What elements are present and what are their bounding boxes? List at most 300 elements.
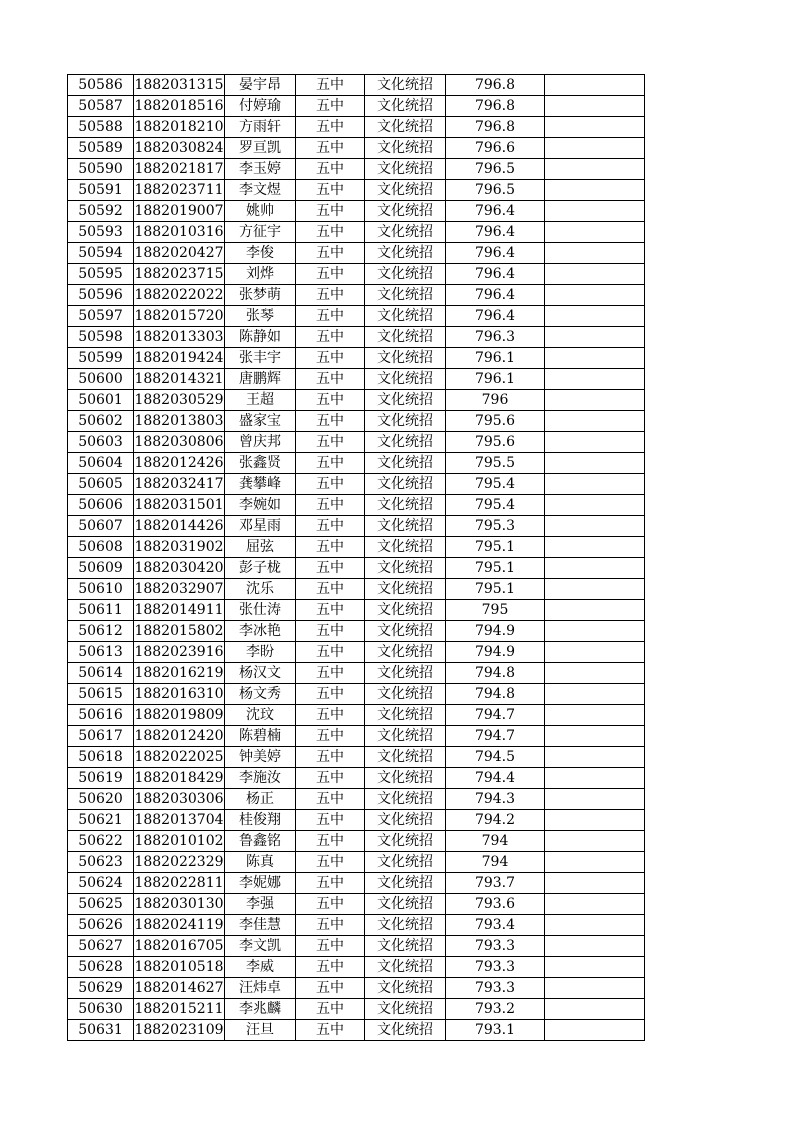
cell-student-name: 晏宇昂 bbox=[225, 75, 296, 96]
table-row bbox=[68, 600, 645, 621]
cell-school: 五中 bbox=[296, 327, 365, 348]
cell-admission-type: 文化统招 bbox=[365, 705, 446, 726]
cell-admission-type: 文化统招 bbox=[365, 537, 446, 558]
cell-seq: 50622 bbox=[68, 831, 134, 852]
cell-remarks bbox=[545, 873, 645, 894]
cell-seq: 50626 bbox=[68, 915, 134, 936]
cell-school: 五中 bbox=[296, 390, 365, 411]
cell-score: 796.3 bbox=[446, 327, 545, 348]
cell-exam-id: 1882015802 bbox=[134, 621, 225, 642]
cell-score: 794.2 bbox=[446, 810, 545, 831]
table-row bbox=[68, 222, 645, 243]
cell-exam-id: 1882031501 bbox=[134, 495, 225, 516]
cell-admission-type: 文化统招 bbox=[365, 201, 446, 222]
cell-seq: 50620 bbox=[68, 789, 134, 810]
cell-seq: 50608 bbox=[68, 537, 134, 558]
cell-student-name: 李强 bbox=[225, 894, 296, 915]
cell-score: 795.5 bbox=[446, 453, 545, 474]
cell-student-name: 张鑫贤 bbox=[225, 453, 296, 474]
cell-exam-id: 1882032907 bbox=[134, 579, 225, 600]
cell-seq: 50589 bbox=[68, 138, 134, 159]
table-row bbox=[68, 957, 645, 978]
cell-score: 796.8 bbox=[446, 75, 545, 96]
table-row bbox=[68, 684, 645, 705]
cell-exam-id: 1882013704 bbox=[134, 810, 225, 831]
cell-student-name: 钟美婷 bbox=[225, 747, 296, 768]
cell-exam-id: 1882014321 bbox=[134, 369, 225, 390]
cell-school: 五中 bbox=[296, 453, 365, 474]
cell-seq: 50621 bbox=[68, 810, 134, 831]
table-row bbox=[68, 1020, 645, 1041]
cell-score: 794.7 bbox=[446, 705, 545, 726]
cell-remarks bbox=[545, 810, 645, 831]
cell-student-name: 李妮娜 bbox=[225, 873, 296, 894]
cell-admission-type: 文化统招 bbox=[365, 747, 446, 768]
cell-school: 五中 bbox=[296, 936, 365, 957]
cell-student-name: 罗亘凯 bbox=[225, 138, 296, 159]
cell-admission-type: 文化统招 bbox=[365, 684, 446, 705]
table-row bbox=[68, 768, 645, 789]
cell-school: 五中 bbox=[296, 159, 365, 180]
cell-remarks bbox=[545, 915, 645, 936]
cell-exam-id: 1882023711 bbox=[134, 180, 225, 201]
cell-admission-type: 文化统招 bbox=[365, 264, 446, 285]
table-row bbox=[68, 978, 645, 999]
cell-admission-type: 文化统招 bbox=[365, 873, 446, 894]
cell-score: 793.7 bbox=[446, 873, 545, 894]
cell-student-name: 李文煜 bbox=[225, 180, 296, 201]
cell-admission-type: 文化统招 bbox=[365, 621, 446, 642]
cell-student-name: 唐鹏辉 bbox=[225, 369, 296, 390]
cell-admission-type: 文化统招 bbox=[365, 327, 446, 348]
cell-seq: 50618 bbox=[68, 747, 134, 768]
cell-seq: 50609 bbox=[68, 558, 134, 579]
cell-student-name: 邓星雨 bbox=[225, 516, 296, 537]
cell-remarks bbox=[545, 1020, 645, 1041]
cell-admission-type: 文化统招 bbox=[365, 75, 446, 96]
cell-exam-id: 1882018210 bbox=[134, 117, 225, 138]
cell-admission-type: 文化统招 bbox=[365, 999, 446, 1020]
cell-exam-id: 1882018429 bbox=[134, 768, 225, 789]
table-row bbox=[68, 327, 645, 348]
cell-score: 796.4 bbox=[446, 243, 545, 264]
cell-admission-type: 文化统招 bbox=[365, 474, 446, 495]
cell-admission-type: 文化统招 bbox=[365, 579, 446, 600]
cell-exam-id: 1882013303 bbox=[134, 327, 225, 348]
cell-score: 796.5 bbox=[446, 159, 545, 180]
table-row bbox=[68, 873, 645, 894]
cell-score: 793.3 bbox=[446, 957, 545, 978]
cell-seq: 50604 bbox=[68, 453, 134, 474]
cell-school: 五中 bbox=[296, 894, 365, 915]
cell-exam-id: 1882030306 bbox=[134, 789, 225, 810]
table-row bbox=[68, 432, 645, 453]
cell-student-name: 桂俊翔 bbox=[225, 810, 296, 831]
cell-student-name: 方雨轩 bbox=[225, 117, 296, 138]
table-row bbox=[68, 516, 645, 537]
cell-exam-id: 1882012420 bbox=[134, 726, 225, 747]
cell-score: 794.9 bbox=[446, 621, 545, 642]
table-row bbox=[68, 369, 645, 390]
cell-admission-type: 文化统招 bbox=[365, 789, 446, 810]
cell-school: 五中 bbox=[296, 432, 365, 453]
table-row bbox=[68, 579, 645, 600]
cell-seq: 50597 bbox=[68, 306, 134, 327]
cell-score: 795.6 bbox=[446, 411, 545, 432]
table-row bbox=[68, 663, 645, 684]
cell-seq: 50586 bbox=[68, 75, 134, 96]
cell-score: 794.8 bbox=[446, 684, 545, 705]
cell-score: 796.4 bbox=[446, 222, 545, 243]
cell-remarks bbox=[545, 348, 645, 369]
cell-score: 795.1 bbox=[446, 558, 545, 579]
cell-score: 794.8 bbox=[446, 663, 545, 684]
cell-score: 796.6 bbox=[446, 138, 545, 159]
table-row bbox=[68, 915, 645, 936]
cell-seq: 50599 bbox=[68, 348, 134, 369]
cell-exam-id: 1882030420 bbox=[134, 558, 225, 579]
cell-seq: 50616 bbox=[68, 705, 134, 726]
cell-seq: 50615 bbox=[68, 684, 134, 705]
cell-student-name: 李佳慧 bbox=[225, 915, 296, 936]
cell-seq: 50613 bbox=[68, 642, 134, 663]
cell-exam-id: 1882031315 bbox=[134, 75, 225, 96]
cell-exam-id: 1882020427 bbox=[134, 243, 225, 264]
cell-remarks bbox=[545, 852, 645, 873]
cell-score: 795.4 bbox=[446, 495, 545, 516]
cell-remarks bbox=[545, 201, 645, 222]
table-row bbox=[68, 810, 645, 831]
cell-seq: 50617 bbox=[68, 726, 134, 747]
cell-school: 五中 bbox=[296, 474, 365, 495]
cell-school: 五中 bbox=[296, 810, 365, 831]
cell-admission-type: 文化统招 bbox=[365, 285, 446, 306]
cell-student-name: 李俊 bbox=[225, 243, 296, 264]
cell-school: 五中 bbox=[296, 348, 365, 369]
cell-score: 793.1 bbox=[446, 1020, 545, 1041]
cell-remarks bbox=[545, 747, 645, 768]
cell-student-name: 李文凯 bbox=[225, 936, 296, 957]
cell-seq: 50593 bbox=[68, 222, 134, 243]
cell-admission-type: 文化统招 bbox=[365, 138, 446, 159]
cell-school: 五中 bbox=[296, 831, 365, 852]
cell-admission-type: 文化统招 bbox=[365, 558, 446, 579]
admission-table bbox=[67, 74, 645, 1041]
table-row bbox=[68, 264, 645, 285]
table-row bbox=[68, 747, 645, 768]
cell-seq: 50590 bbox=[68, 159, 134, 180]
cell-school: 五中 bbox=[296, 768, 365, 789]
table-row bbox=[68, 831, 645, 852]
cell-school: 五中 bbox=[296, 75, 365, 96]
cell-school: 五中 bbox=[296, 369, 365, 390]
cell-admission-type: 文化统招 bbox=[365, 642, 446, 663]
table-row bbox=[68, 243, 645, 264]
cell-score: 795.1 bbox=[446, 579, 545, 600]
cell-exam-id: 1882019424 bbox=[134, 348, 225, 369]
cell-seq: 50630 bbox=[68, 999, 134, 1020]
table-row bbox=[68, 180, 645, 201]
cell-admission-type: 文化统招 bbox=[365, 453, 446, 474]
cell-exam-id: 1882030529 bbox=[134, 390, 225, 411]
cell-admission-type: 文化统招 bbox=[365, 516, 446, 537]
cell-admission-type: 文化统招 bbox=[365, 978, 446, 999]
cell-admission-type: 文化统招 bbox=[365, 957, 446, 978]
cell-exam-id: 1882022025 bbox=[134, 747, 225, 768]
cell-school: 五中 bbox=[296, 117, 365, 138]
table-row bbox=[68, 936, 645, 957]
table-row bbox=[68, 537, 645, 558]
cell-student-name: 曾庆邦 bbox=[225, 432, 296, 453]
cell-exam-id: 1882019007 bbox=[134, 201, 225, 222]
cell-school: 五中 bbox=[296, 138, 365, 159]
cell-student-name: 陈碧楠 bbox=[225, 726, 296, 747]
cell-student-name: 李威 bbox=[225, 957, 296, 978]
cell-score: 794.7 bbox=[446, 726, 545, 747]
table-row bbox=[68, 894, 645, 915]
table-row bbox=[68, 999, 645, 1020]
cell-seq: 50610 bbox=[68, 579, 134, 600]
cell-score: 796.4 bbox=[446, 264, 545, 285]
cell-remarks bbox=[545, 789, 645, 810]
cell-student-name: 姚帅 bbox=[225, 201, 296, 222]
cell-school: 五中 bbox=[296, 96, 365, 117]
table-row bbox=[68, 558, 645, 579]
cell-seq: 50587 bbox=[68, 96, 134, 117]
cell-remarks bbox=[545, 138, 645, 159]
cell-admission-type: 文化统招 bbox=[365, 1020, 446, 1041]
cell-seq: 50596 bbox=[68, 285, 134, 306]
cell-remarks bbox=[545, 75, 645, 96]
cell-admission-type: 文化统招 bbox=[365, 243, 446, 264]
cell-exam-id: 1882010316 bbox=[134, 222, 225, 243]
cell-score: 794.5 bbox=[446, 747, 545, 768]
cell-school: 五中 bbox=[296, 999, 365, 1020]
cell-exam-id: 1882023916 bbox=[134, 642, 225, 663]
cell-admission-type: 文化统招 bbox=[365, 117, 446, 138]
cell-score: 796.4 bbox=[446, 306, 545, 327]
cell-admission-type: 文化统招 bbox=[365, 936, 446, 957]
table-row bbox=[68, 96, 645, 117]
table-row bbox=[68, 789, 645, 810]
cell-student-name: 屈弦 bbox=[225, 537, 296, 558]
cell-seq: 50624 bbox=[68, 873, 134, 894]
cell-admission-type: 文化统招 bbox=[365, 894, 446, 915]
cell-school: 五中 bbox=[296, 411, 365, 432]
cell-exam-id: 1882022811 bbox=[134, 873, 225, 894]
cell-remarks bbox=[545, 411, 645, 432]
cell-admission-type: 文化统招 bbox=[365, 432, 446, 453]
cell-seq: 50607 bbox=[68, 516, 134, 537]
table-row bbox=[68, 285, 645, 306]
cell-school: 五中 bbox=[296, 747, 365, 768]
cell-remarks bbox=[545, 159, 645, 180]
cell-score: 794 bbox=[446, 852, 545, 873]
cell-school: 五中 bbox=[296, 663, 365, 684]
cell-school: 五中 bbox=[296, 306, 365, 327]
cell-remarks bbox=[545, 600, 645, 621]
cell-admission-type: 文化统招 bbox=[365, 495, 446, 516]
table-row bbox=[68, 852, 645, 873]
cell-admission-type: 文化统招 bbox=[365, 852, 446, 873]
cell-exam-id: 1882013803 bbox=[134, 411, 225, 432]
cell-exam-id: 1882015720 bbox=[134, 306, 225, 327]
cell-admission-type: 文化统招 bbox=[365, 726, 446, 747]
cell-score: 795 bbox=[446, 600, 545, 621]
cell-school: 五中 bbox=[296, 600, 365, 621]
cell-score: 794.4 bbox=[446, 768, 545, 789]
cell-score: 796 bbox=[446, 390, 545, 411]
cell-student-name: 王超 bbox=[225, 390, 296, 411]
cell-seq: 50606 bbox=[68, 495, 134, 516]
cell-remarks bbox=[545, 117, 645, 138]
cell-remarks bbox=[545, 96, 645, 117]
cell-admission-type: 文化统招 bbox=[365, 390, 446, 411]
cell-school: 五中 bbox=[296, 579, 365, 600]
cell-admission-type: 文化统招 bbox=[365, 306, 446, 327]
cell-seq: 50594 bbox=[68, 243, 134, 264]
cell-student-name: 汪炜卓 bbox=[225, 978, 296, 999]
cell-remarks bbox=[545, 285, 645, 306]
cell-remarks bbox=[545, 558, 645, 579]
cell-school: 五中 bbox=[296, 873, 365, 894]
table-row bbox=[68, 705, 645, 726]
cell-student-name: 张梦萌 bbox=[225, 285, 296, 306]
cell-student-name: 李婉如 bbox=[225, 495, 296, 516]
cell-seq: 50595 bbox=[68, 264, 134, 285]
cell-school: 五中 bbox=[296, 264, 365, 285]
cell-student-name: 李施汝 bbox=[225, 768, 296, 789]
cell-exam-id: 1882021817 bbox=[134, 159, 225, 180]
table-row bbox=[68, 201, 645, 222]
cell-remarks bbox=[545, 768, 645, 789]
cell-remarks bbox=[545, 306, 645, 327]
cell-student-name: 杨正 bbox=[225, 789, 296, 810]
cell-score: 793.3 bbox=[446, 936, 545, 957]
cell-seq: 50631 bbox=[68, 1020, 134, 1041]
cell-admission-type: 文化统招 bbox=[365, 348, 446, 369]
cell-score: 793.6 bbox=[446, 894, 545, 915]
cell-student-name: 沈乐 bbox=[225, 579, 296, 600]
cell-score: 795.6 bbox=[446, 432, 545, 453]
cell-remarks bbox=[545, 264, 645, 285]
cell-school: 五中 bbox=[296, 978, 365, 999]
cell-school: 五中 bbox=[296, 222, 365, 243]
cell-student-name: 李玉婷 bbox=[225, 159, 296, 180]
cell-student-name: 陈静如 bbox=[225, 327, 296, 348]
cell-remarks bbox=[545, 516, 645, 537]
cell-remarks bbox=[545, 705, 645, 726]
cell-seq: 50602 bbox=[68, 411, 134, 432]
cell-student-name: 李冰艳 bbox=[225, 621, 296, 642]
cell-remarks bbox=[545, 663, 645, 684]
cell-exam-id: 1882010518 bbox=[134, 957, 225, 978]
cell-remarks bbox=[545, 474, 645, 495]
cell-seq: 50588 bbox=[68, 117, 134, 138]
cell-student-name: 沈玟 bbox=[225, 705, 296, 726]
cell-exam-id: 1882022329 bbox=[134, 852, 225, 873]
cell-score: 795.4 bbox=[446, 474, 545, 495]
cell-admission-type: 文化统招 bbox=[365, 768, 446, 789]
cell-admission-type: 文化统招 bbox=[365, 369, 446, 390]
cell-student-name: 付婷瑜 bbox=[225, 96, 296, 117]
cell-school: 五中 bbox=[296, 537, 365, 558]
cell-exam-id: 1882016310 bbox=[134, 684, 225, 705]
cell-score: 796.1 bbox=[446, 348, 545, 369]
cell-student-name: 龚攀峰 bbox=[225, 474, 296, 495]
cell-school: 五中 bbox=[296, 201, 365, 222]
cell-school: 五中 bbox=[296, 285, 365, 306]
cell-student-name: 鲁鑫铭 bbox=[225, 831, 296, 852]
cell-remarks bbox=[545, 537, 645, 558]
cell-exam-id: 1882010102 bbox=[134, 831, 225, 852]
cell-seq: 50600 bbox=[68, 369, 134, 390]
cell-exam-id: 1882019809 bbox=[134, 705, 225, 726]
cell-score: 796.8 bbox=[446, 117, 545, 138]
cell-remarks bbox=[545, 978, 645, 999]
cell-score: 796.4 bbox=[446, 201, 545, 222]
cell-admission-type: 文化统招 bbox=[365, 411, 446, 432]
cell-seq: 50629 bbox=[68, 978, 134, 999]
cell-score: 795.1 bbox=[446, 537, 545, 558]
cell-seq: 50611 bbox=[68, 600, 134, 621]
table-row bbox=[68, 495, 645, 516]
cell-student-name: 陈真 bbox=[225, 852, 296, 873]
cell-admission-type: 文化统招 bbox=[365, 222, 446, 243]
cell-exam-id: 1882016219 bbox=[134, 663, 225, 684]
cell-admission-type: 文化统招 bbox=[365, 831, 446, 852]
cell-remarks bbox=[545, 390, 645, 411]
cell-exam-id: 1882023109 bbox=[134, 1020, 225, 1041]
cell-school: 五中 bbox=[296, 558, 365, 579]
cell-score: 794.3 bbox=[446, 789, 545, 810]
table-row bbox=[68, 474, 645, 495]
cell-seq: 50619 bbox=[68, 768, 134, 789]
cell-score: 796.5 bbox=[446, 180, 545, 201]
cell-seq: 50614 bbox=[68, 663, 134, 684]
cell-seq: 50598 bbox=[68, 327, 134, 348]
cell-student-name: 杨文秀 bbox=[225, 684, 296, 705]
cell-seq: 50627 bbox=[68, 936, 134, 957]
cell-student-name: 彭子栊 bbox=[225, 558, 296, 579]
table-row bbox=[68, 726, 645, 747]
cell-seq: 50623 bbox=[68, 852, 134, 873]
cell-exam-id: 1882024119 bbox=[134, 915, 225, 936]
cell-student-name: 汪旦 bbox=[225, 1020, 296, 1041]
cell-seq: 50605 bbox=[68, 474, 134, 495]
cell-exam-id: 1882023715 bbox=[134, 264, 225, 285]
table-row bbox=[68, 390, 645, 411]
cell-exam-id: 1882032417 bbox=[134, 474, 225, 495]
cell-score: 796.8 bbox=[446, 96, 545, 117]
cell-school: 五中 bbox=[296, 705, 365, 726]
cell-school: 五中 bbox=[296, 852, 365, 873]
cell-remarks bbox=[545, 327, 645, 348]
cell-school: 五中 bbox=[296, 957, 365, 978]
cell-admission-type: 文化统招 bbox=[365, 159, 446, 180]
cell-admission-type: 文化统招 bbox=[365, 96, 446, 117]
cell-seq: 50625 bbox=[68, 894, 134, 915]
cell-remarks bbox=[545, 936, 645, 957]
cell-school: 五中 bbox=[296, 726, 365, 747]
cell-student-name: 方征宇 bbox=[225, 222, 296, 243]
cell-admission-type: 文化统招 bbox=[365, 663, 446, 684]
cell-score: 793.2 bbox=[446, 999, 545, 1020]
cell-exam-id: 1882016705 bbox=[134, 936, 225, 957]
cell-student-name: 张丰宇 bbox=[225, 348, 296, 369]
cell-exam-id: 1882018516 bbox=[134, 96, 225, 117]
cell-exam-id: 1882030130 bbox=[134, 894, 225, 915]
